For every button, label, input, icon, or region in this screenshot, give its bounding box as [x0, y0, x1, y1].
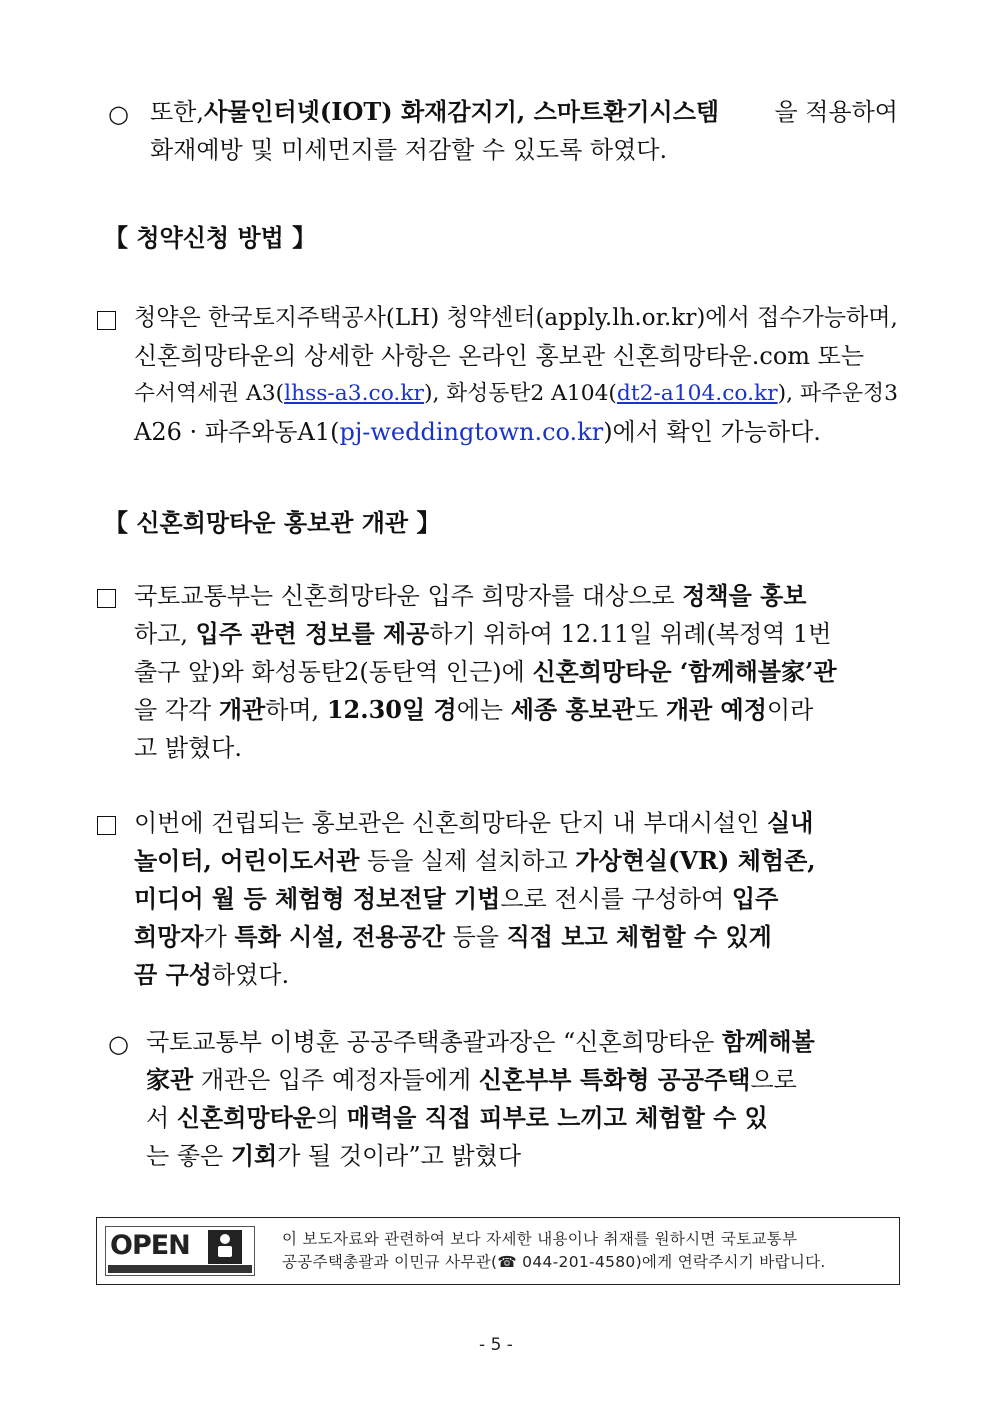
paragraph-showroom-features [134, 804, 898, 994]
text-span: ), 파주운정3 [777, 381, 898, 406]
paragraph-application [134, 299, 898, 451]
link-dt2[interactable]: dt2-a104.co.kr [616, 381, 778, 406]
contact-box [96, 1217, 900, 1285]
text-span: 등을 실제 설치하고 [359, 847, 576, 875]
text-span: 에는 [456, 696, 511, 724]
bold-text: 미디어 월 등 체험형 정보전달 기법 [134, 884, 501, 913]
bold-text: 기회 [230, 1141, 278, 1170]
bold-text: 입주 [731, 884, 779, 913]
text-span: 하고, [134, 620, 196, 648]
section-heading-showroom: 【 신혼희망타운 홍보관 개관 】 [104, 508, 441, 537]
person-icon [208, 1230, 242, 1264]
paragraph-quote [146, 1023, 898, 1175]
paragraph-line [146, 1137, 898, 1175]
bold-text: 놀이터, 어린이도서관 [134, 846, 360, 875]
text-span: 가 [203, 923, 235, 951]
paragraph-iot [150, 93, 898, 169]
text-span: 으로 전시를 구성하여 [500, 885, 732, 913]
text-span: A26 · 파주와동A1( [134, 418, 340, 446]
bold-text: 특화 시설, 전용공간 [234, 922, 445, 951]
paragraph-line: 화재예방 및 미세먼지를 저감할 수 있도록 하였다. [150, 136, 668, 164]
text-span: 으로 [750, 1066, 797, 1094]
paragraph-line [150, 93, 898, 131]
contact-line: 이 보도자료와 관련하여 보다 자세한 내용이나 취재를 원하시면 국토교통부 [282, 1230, 798, 1248]
text-span: 수서역세권 A3( [134, 381, 285, 406]
text-span: 출구 앞)와 화성동탄2(동탄역 인근)에 [134, 658, 533, 686]
text-span: 는 좋은 [146, 1142, 231, 1170]
bold-text: 매력을 직접 피부로 느끼고 체험할 수 있 [346, 1103, 768, 1132]
text-span: 하였다. [211, 961, 290, 989]
paragraph-line [134, 956, 898, 994]
paragraph-line [134, 615, 898, 653]
text-span: 등을 [444, 923, 507, 951]
bold-text: 신혼희망타운 [176, 1103, 316, 1132]
paragraph-line [146, 1023, 898, 1061]
text-span: 도 [635, 696, 666, 724]
bold-text: 정책을 홍보 [682, 581, 807, 610]
text-span: 이라 [766, 696, 814, 724]
bold-text: 직접 보고 체험할 수 있게 [506, 922, 772, 951]
bold-text: 희망자 [134, 922, 204, 951]
text-span: 국토교통부는 신혼희망타운 입주 희망자를 대상으로 [134, 582, 683, 610]
link-lhss[interactable]: lhss-a3.co.kr [284, 381, 424, 406]
text-span: )에서 확인 가능하다. [603, 418, 821, 446]
paragraph-line [134, 653, 898, 691]
bold-text: 사물인터넷(IOT) 화재감지기, 스마트환기시스템 [204, 97, 720, 126]
bold-text: 개관 예정 [665, 695, 767, 724]
bold-text: 입주 관련 정보를 제공 [195, 619, 430, 648]
logo-strip [108, 1265, 252, 1273]
checkbox-bullet-icon [97, 311, 116, 330]
link-pj-weddingtown[interactable]: pj-weddingtown.co.kr [339, 418, 604, 446]
bold-text: 세종 홍보관 [510, 695, 635, 724]
paragraph-line [146, 1099, 898, 1137]
paragraph-showroom-open [134, 577, 898, 767]
open-license-logo [105, 1226, 255, 1276]
text-span: 서 [146, 1104, 177, 1132]
bold-text: 함께해볼 [722, 1027, 815, 1056]
contact-line: 공공주택총괄과 이민규 사무관(☎ 044-201-4580)에게 연락주시기 바랍니다. [282, 1253, 826, 1271]
text-span: 을 적용하여 [774, 98, 898, 126]
text-span: 하기 위하여 12.11일 위례(복정역 1번 [429, 620, 832, 648]
circle-bullet: ○ [108, 1030, 129, 1058]
text-span: 가 될 것이라”고 밝혔다 [277, 1142, 521, 1170]
paragraph-line [134, 804, 898, 842]
text-span: 이번에 건립되는 홍보관은 신혼희망타운 단지 내 부대시설인 [134, 809, 768, 837]
paragraph-line: 고 밝혔다. [134, 734, 242, 762]
text-span: 개관은 입주 예정자들에게 [193, 1066, 479, 1094]
checkbox-bullet-icon [97, 816, 116, 835]
bold-text: 가상현실(VR) 체험존, [575, 846, 816, 875]
text-span: ), 화성동탄2 A104( [423, 381, 617, 406]
bold-text: 家관 [146, 1065, 194, 1094]
open-logo-text: OPEN [110, 1230, 190, 1261]
paragraph-line: 청약은 한국토지주택공사(LH) 청약센터(apply.lh.or.kr)에서 접수가능하며, [134, 305, 898, 331]
bold-text: 개관 [218, 695, 266, 724]
paragraph-line [134, 842, 898, 880]
text-span: 을 각각 [134, 696, 219, 724]
text-span: 의 [315, 1104, 347, 1132]
paragraph-line [134, 375, 898, 413]
paragraph-line [134, 577, 898, 615]
paragraph-line [134, 691, 898, 729]
paragraph-line [134, 918, 898, 956]
bold-text: 신혼희망타운 ‘함께해볼家’관 [532, 657, 837, 686]
paragraph-line: 신혼희망타운의 상세한 사항은 온라인 홍보관 신혼희망타운.com 또는 [134, 342, 865, 370]
bold-text: 신혼부부 특화형 공공주택 [478, 1065, 751, 1094]
text-span: 또한, [150, 98, 204, 126]
text-span: 하며, [265, 696, 327, 724]
checkbox-bullet-icon [97, 589, 116, 608]
section-heading-application: 【 청약신청 방법 】 [104, 223, 317, 252]
text-span: 국토교통부 이병훈 공공주택총괄과장은 “신혼희망타운 [146, 1028, 723, 1056]
bold-text: 실내 [767, 808, 814, 837]
paragraph-line [134, 880, 898, 918]
bold-text: 12.30일 경 [326, 695, 457, 724]
circle-bullet: ○ [108, 100, 129, 128]
paragraph-line [134, 413, 898, 451]
paragraph-line [146, 1061, 898, 1099]
contact-text [282, 1228, 826, 1274]
bold-text: 끔 구성 [134, 960, 212, 989]
page-number: - 5 - [479, 1335, 513, 1355]
